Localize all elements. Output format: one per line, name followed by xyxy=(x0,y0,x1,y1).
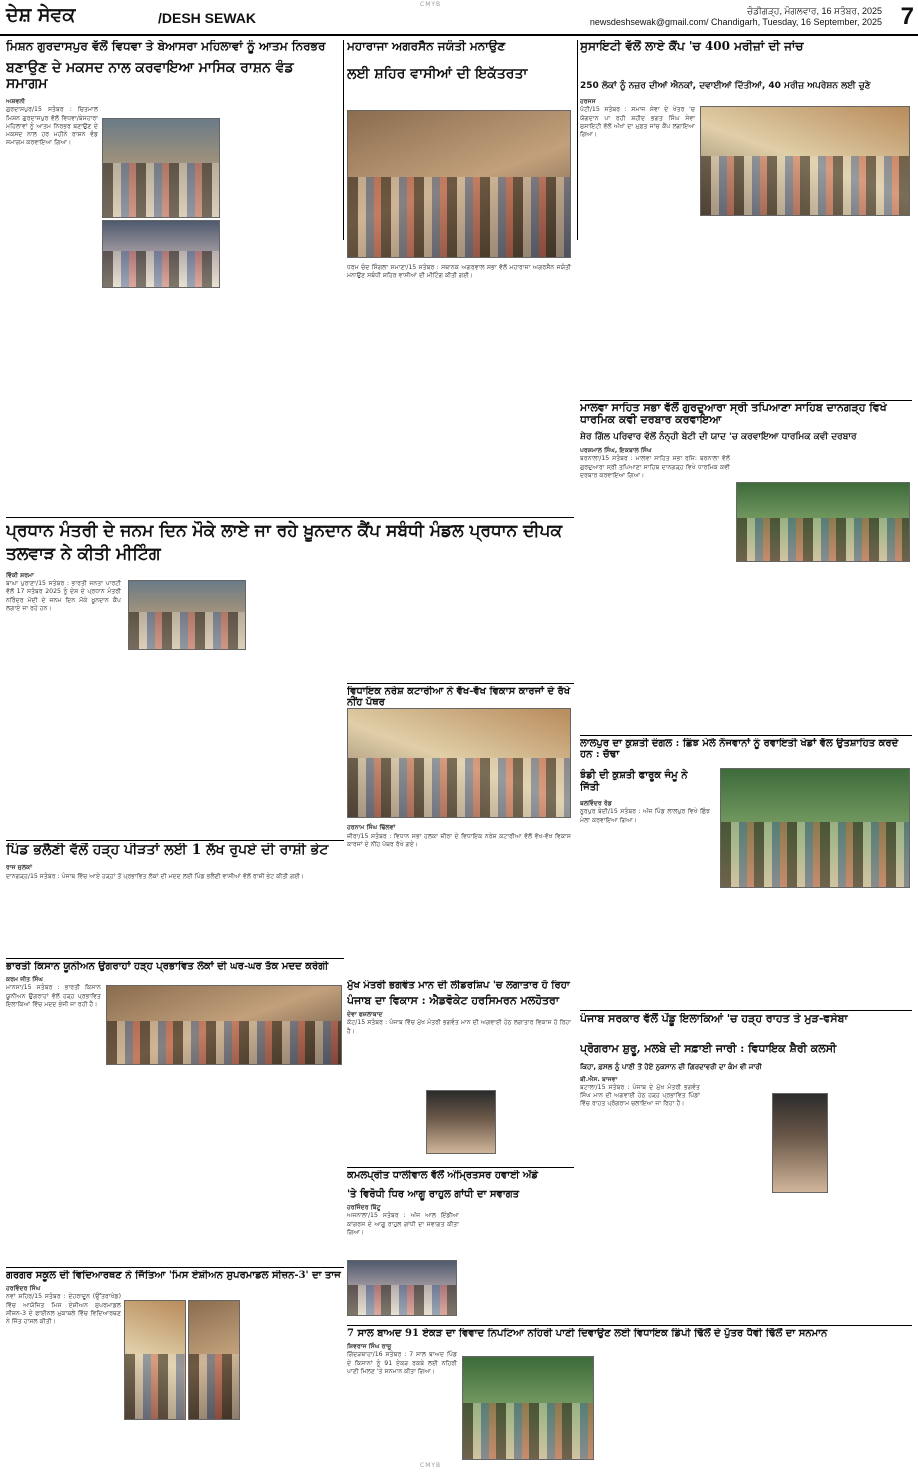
headline-2: ਲਈ ਸ਼ਹਿਰ ਵਾਸੀਆਂ ਦੀ ਇਕੱਤਰਤਾ xyxy=(347,66,528,83)
byline: ਸ਼ਿਵਰਾਜ ਸਿੰਘ ਰਾਜੂ xyxy=(347,1343,392,1350)
row-divider xyxy=(347,1167,574,1168)
photo xyxy=(188,1300,240,1420)
article-body: ਗਿੱਦੜਬਾਹਾ/16 ਸਤੰਬਰ : 7 ਸਾਲ ਬਾਅਦ ਪਿੰਡ ਦੇ ਕਿਸਾਨਾਂ ਨੂੰ 91 ਏਕੜ ਰਕਬੇ ਲਈ ਨਹਿਰੀ ਪਾਣੀ ਮਿਲਣ 'ਤੇ ਸਨਮਾਨ ਕੀਤਾ ਗਿਆ। xyxy=(347,1351,457,1375)
article-mla-katariya xyxy=(347,686,574,976)
article-kushti-dangal xyxy=(580,738,912,1018)
headline-2: ਪੰਜਾਬ ਦਾ ਵਿਕਾਸ : ਐਡਵੋਕੇਟ ਹਰਸਿਮਰਨ ਮਲਹੋਤਰਾ xyxy=(347,994,559,1007)
article-91-acre-dispute xyxy=(347,1328,912,1463)
byline: ਦੇਵਾ ਫਜ਼ਲਾਬਾਦ xyxy=(347,1011,383,1019)
byline: ਹਰਜਸ xyxy=(580,97,596,105)
article-agrasen-jayanti xyxy=(347,40,574,380)
headline: ਕਮਲਪ੍ਰੀਤ ਧਾਲੀਵਾਲ ਵੱਲੋਂ ਅੰਮ੍ਰਿਤਸਰ ਹਵਾਈ ਅੱਡੇ xyxy=(347,1170,538,1181)
photo xyxy=(720,768,910,888)
headline-2: 'ਤੇ ਵਿਰੋਧੀ ਧਿਰ ਆਗੂ ਰਾਹੁਲ ਗਾਂਧੀ ਦਾ ਸਵਾਗਤ xyxy=(347,1189,520,1200)
byline: ਕਰਮ ਜੀਤ ਸਿੰਘ xyxy=(6,976,44,983)
photo xyxy=(106,985,342,1065)
column-divider xyxy=(343,40,344,240)
subheadline: 250 ਲੋਕਾਂ ਨੂੰ ਨਜ਼ਰ ਦੀਆਂ ਐਨਕਾਂ, ਦਵਾਈਆਂ ਦਿੱਤੀਆਂ, 40 ਮਰੀਜ਼ ਅਪਰੇਸ਼ਨ ਲਈ ਚੁਣੇ xyxy=(580,81,871,92)
article-bhalaini-donation xyxy=(6,843,344,953)
headline: ਪਿੰਡ ਭਲੈਣੀ ਵੱਲੋਂ ਹੜ੍ਹ ਪੀੜਤਾਂ ਲਈ 1 ਲੱਖ ਰੁਪਏ ਦੀ ਰਾਸ਼ੀ ਭੇਟ xyxy=(6,843,329,858)
row-divider xyxy=(6,517,574,518)
article-body: ਗੁਰਦਾਸਪੁਰ/15 ਸਤੰਬਰ : ਚਿਤਮਾਲ ਮਿਸ਼ਨ ਗੁਰਦਾਸਪੁਰ ਵੱਲੋਂ ਵਿਧਵਾ/ਬੇਸਹਾਰਾ ਮਹਿਲਾਵਾਂ ਨੂੰ ਆਤਮ ਨਿਰਭਰ ਬਣਾਉਣ ਦੇ ਮਕਸਦ ਨਾਲ ਹਰ ਮਹੀਨੇ ਰਾਸ਼ਨ ਵੰਡ ਸਮਾਗਮ ਕਰਵਾਇਆ ਗਿਆ। xyxy=(6,106,98,147)
photo xyxy=(347,110,571,258)
article-body: ਜ਼ੀਰਾ/15 ਸਤੰਬਰ : ਵਿਧਾਨ ਸਭਾ ਹਲਕਾ ਜ਼ੀਰਾ ਦੇ ਵਿਧਾਇਕ ਨਰੇਸ਼ ਕਟਾਰੀਆ ਵੱਲੋਂ ਵੱਖ-ਵੱਖ ਵਿਕਾਸ ਕਾਰਜਾਂ ਦੇ ਨੀਂਹ ਪੱਥਰ ਰੱਖੇ ਗਏ। xyxy=(347,833,571,849)
page-number: 7 xyxy=(900,3,914,30)
article-kavi-darbar xyxy=(580,402,912,640)
photo xyxy=(736,482,910,562)
headline: ਪੰਜਾਬ ਸਰਕਾਰ ਵੱਲੋਂ ਪੇਂਡੂ ਇਲਾਕਿਆਂ 'ਚ ਹੜ੍ਹ ਰਾਹਤ ਤੇ ਮੁੜ-ਵਸੇਬਾ xyxy=(580,1013,848,1025)
column-divider xyxy=(577,40,578,240)
headline: ਗਰਗਰ ਸਕੂਲ ਦੀ ਵਿਦਿਆਰਥਣ ਨੇ ਜਿੱਤਿਆ 'ਮਿਸ ਏਸ਼ੀਅਨ ਸੁਪਰਮਾਡਲ ਸੀਜ਼ਨ-3' ਦਾ ਤਾਜ xyxy=(6,1270,341,1281)
byline: ਪਰਸ਼ਮਾਲ ਸਿੰਘ, ਇਕਬਾਲ ਸਿੰਘ xyxy=(580,446,652,454)
headline: ਮਾਲਵਾ ਸਾਹਿਤ ਸਭਾ ਵੱਲੋਂ ਗੁਰਦੁਆਰਾ ਸ੍ਰੀ ਤਪਿਆਣਾ ਸਾਹਿਬ ਦਾਨਗੜ੍ਹ ਵਿਖੇ ਧਾਰਮਿਕ ਕਵੀ ਦਰਬਾਰ ਕਰਵਾਇਆ xyxy=(580,402,887,427)
row-divider xyxy=(580,1010,912,1011)
article-body: ਨੂਰਪੁਰ ਬੇਦੀ/15 ਸਤੰਬਰ : ਅੱਜ ਪਿੰਡ ਲਾਲਪੁਰ ਵਿਖੇ ਛਿੰਝ ਮੇਲਾ ਕਰਵਾਇਆ ਗਿਆ। xyxy=(580,808,710,824)
headline-2: ਬਣਾਉਣ ਦੇ ਮਕਸਦ ਨਾਲ ਕਰਵਾਇਆ ਮਾਸਿਕ ਰਾਸ਼ਨ ਵੰਡ ਸਮਾਗਮ xyxy=(6,60,294,92)
logo-english: /DESH SEWAK xyxy=(158,10,257,26)
article-body: ਬਰਨਾਲਾ/15 ਸਤੰਬਰ : ਮਾਲਵਾ ਸਾਹਿਤ ਸਭਾ ਰਜਿ: ਬਰਨਾਲਾ ਵੱਲੋਂ ਗੁਰਦੁਆਰਾ ਸ੍ਰੀ ਤਪਿਆਣਾ ਸਾਹਿਬ ਦਾਨਗੜ੍ਹ ਵਿਖੇ ਧਾਰਮਿਕ ਕਵੀ ਦਰਬਾਰ ਕਰਵਾਇਆ ਗਿਆ। xyxy=(580,455,730,479)
photo xyxy=(347,1260,457,1316)
row-divider xyxy=(347,683,574,684)
photo xyxy=(102,118,220,218)
article-body: ਦਾਨਗੜ੍ਹ/15 ਸਤੰਬਰ : ਪੰਜਾਬ ਵਿੱਚ ਆਏ ਹੜ੍ਹਾਂ ਤੋਂ ਪ੍ਰਭਾਵਿਤ ਲੋਕਾਂ ਦੀ ਮਦਦ ਲਈ ਪਿੰਡ ਭਲੈਣੀ ਵਾਸੀਆਂ ਵੱਲੋਂ ਰਾਸ਼ੀ ਭੇਟ ਕੀਤੀ ਗਈ। xyxy=(6,872,305,880)
article-body: ਬਾਘਾ ਪੁਰਾਣਾ/15 ਸਤੰਬਰ : ਭਾਰਤੀ ਜਨਤਾ ਪਾਰਟੀ ਵੱਲੋਂ 17 ਸਤੰਬਰ 2025 ਨੂੰ ਦੇਸ਼ ਦੇ ਪ੍ਰਧਾਨ ਮੰਤਰੀ ਨਰਿੰਦਰ ਮੋਦੀ ਦੇ ਜਨਮ ਦਿਨ ਮੌਕੇ ਖ਼ੂਨਦਾਨ ਕੈਂਪ ਲਗਾਏ ਜਾ ਰਹੇ ਹਨ। xyxy=(6,580,121,613)
row-divider xyxy=(347,1325,912,1326)
article-body: ਕੋਟ/15 ਸਤੰਬਰ : ਪੰਜਾਬ ਵਿੱਚ ਮੁੱਖ ਮੰਤਰੀ ਭਗਵੰਤ ਮਾਨ ਦੀ ਅਗਵਾਈ ਹੇਠ ਲਗਾਤਾਰ ਵਿਕਾਸ ਹੋ ਰਿਹਾ ਹੈ। xyxy=(347,1019,571,1035)
logo-punjabi: ਦੇਸ਼ ਸੇਵਕ xyxy=(6,4,76,26)
article-bku-ugrahan xyxy=(6,961,344,1261)
masthead xyxy=(0,0,918,36)
photo xyxy=(102,220,220,288)
headline: ਵਿਧਾਇਕ ਨਰੇਸ਼ ਕਟਾਰੀਆ ਨੇ ਵੱਖ-ਵੱਖ ਵਿਕਾਸ ਕਾਰਜਾਂ ਦੇ ਰੱਖੇ ਨੀਂਹ ਪੱਥਰ xyxy=(347,686,571,708)
headline: ਮੁੱਖ ਮੰਤਰੀ ਭਗਵੰਤ ਮਾਨ ਦੀ ਲੀਡਰਸ਼ਿਪ 'ਚ ਲਗਾਤਾਰ ਹੋ ਰਿਹਾ xyxy=(347,980,570,991)
row-divider xyxy=(6,840,344,841)
article-body: ਪੱਟੀ/15 ਸਤੰਬਰ : ਸਮਾਜ ਸੇਵਾ ਦੇ ਖੇਤਰ 'ਚ ਯੋਗਦਾਨ ਪਾ ਰਹੀ ਸ਼ਹੀਦ ਭਗਤ ਸਿੰਘ ਸੇਵਾ ਸੁਸਾਇਟੀ ਵੱਲੋਂ ਅੱਖਾਂ ਦਾ ਮੁਫ਼ਤ ਜਾਂਚ ਕੈਂਪ ਲਗਾਇਆ ਗਿਆ। xyxy=(580,106,695,139)
byline: ਹਰਵਿੰਦਰ ਸਿੰਘ xyxy=(6,1285,41,1292)
article-body: ਧਰਮ ਚੰਦ ਸਿੰਗਲਾ ਸਮਾਣਾ/15 ਸਤੰਬਰ : ਸਥਾਨਕ ਅਗਰਵਾਲ ਸਭਾ ਵੱਲੋਂ ਮਹਾਰਾਜਾ ਅਗਰਸੈਨ ਜਯੰਤੀ ਮਨਾਉਣ ਸਬੰਧੀ ਸ਼ਹਿਰ ਵਾਸੀਆਂ ਦੀ ਮੀਟਿੰਗ ਕੀਤੀ ਗਈ। xyxy=(347,264,571,280)
row-divider xyxy=(6,958,344,959)
article-body: ਮਾਨਸਾ/15 ਸਤੰਬਰ : ਭਾਰਤੀ ਕਿਸਾਨ ਯੂਨੀਅਨ ਉਗਰਾਹਾਂ ਵੱਲੋਂ ਹੜ੍ਹ ਪ੍ਰਭਾਵਿਤ ਇਲਾਕਿਆਂ ਵਿੱਚ ਮਦਦ ਭੇਜੀ ਜਾ ਰਹੀ ਹੈ। xyxy=(6,984,101,1008)
article-rahul-gandhi-welcome xyxy=(347,1170,574,1320)
byline: ਹਰਨਾਮ ਸਿੰਘ ਢਿੱਲਵਾਂ xyxy=(347,824,396,831)
headline: 7 ਸਾਲ ਬਾਅਦ 91 ਏਕੜ ਦਾ ਵਿਵਾਦ ਨਿਪਟਿਆ ਨਹਿਰੀ ਪਾਣੀ ਦਿਵਾਉਣ ਲਈ ਵਿਧਾਇਕ ਡਿੰਪੀ ਢਿੱਲੋਂ ਦੇ ਪੁੱਤਰ ਧੈਵੀ ਢਿੱਲੋਂ ਦਾ ਸਨਮਾਨ xyxy=(347,1328,828,1339)
article-cm-development xyxy=(347,980,574,1080)
byline: ਵਿੱਕੀ ਸ਼ਰਮਾ xyxy=(6,571,34,579)
portrait-photo xyxy=(772,1093,828,1193)
article-miss-asian-supermodel xyxy=(6,1270,344,1460)
headline-2: ਪ੍ਰੋਗਰਾਮ ਸ਼ੁਰੂ, ਮਲਬੇ ਦੀ ਸਫ਼ਾਈ ਜਾਰੀ : ਵਿਧਾਇਕ ਸ਼ੈਰੀ ਕਲਸੀ xyxy=(580,1042,837,1056)
date-punjabi: ਚੰਡੀਗੜ੍ਹ, ਮੰਗਲਵਾਰ, 16 ਸਤੰਬਰ, 2025 xyxy=(747,6,882,16)
masthead-dateline xyxy=(590,6,882,28)
article-blood-donation-meeting xyxy=(6,520,574,675)
headline: ਭਾਰਤੀ ਕਿਸਾਨ ਯੂਨੀਅਨ ਉਗਰਾਹਾਂ ਹੜ੍ਹ ਪ੍ਰਭਾਵਿਤ ਲੋਕਾਂ ਦੀ ਘਰ-ਘਰ ਤੱਕ ਮਦਦ ਕਰੇਗੀ xyxy=(6,961,329,972)
row-divider xyxy=(580,400,912,401)
byline: ਬੀ.ਐਸ. ਬਾਜਵਾ xyxy=(580,1075,618,1083)
headline: ਲਾਲਪੁਰ ਦਾ ਕੁਸ਼ਤੀ ਦੰਗਲ : ਛਿੰਝ ਮੇਲੇ ਨੌਜਵਾਨਾਂ ਨੂੰ ਰਵਾਇਤੀ ਖੇਡਾਂ ਵੱਲ ਉਤਸ਼ਾਹਿਤ ਕਰਦੇ ਹਨ : ਚੱਢਾ xyxy=(580,738,899,760)
byline: ਬਲਵਿੰਦਰ ਰੋਡ xyxy=(580,800,612,807)
portrait-photo xyxy=(426,1090,496,1154)
photo xyxy=(700,106,910,216)
headline: ਮਿਸ਼ਨ ਗੁਰਦਾਸਪੁਰ ਵੱਲੋਂ ਵਿਧਵਾ ਤੇ ਬੇਆਸਰਾ ਮਹਿਲਾਵਾਂ ਨੂੰ ਆਤਮ ਨਿਰਭਰ xyxy=(6,40,326,53)
article-body: ਬਟਾਲਾ/15 ਸਤੰਬਰ : ਪੰਜਾਬ ਦੇ ਮੁੱਖ ਮੰਤਰੀ ਭਗਵੰਤ ਸਿੰਘ ਮਾਨ ਦੀ ਅਗਵਾਈ ਹੇਠ ਹੜ੍ਹ ਪ੍ਰਭਾਵਿਤ ਪਿੰਡਾਂ ਵਿੱਚ ਰਾਹਤ ਪ੍ਰੋਗਰਾਮ ਚਲਾਇਆ ਜਾ ਰਿਹਾ ਹੈ। xyxy=(580,1083,700,1108)
photo xyxy=(347,708,571,818)
row-divider xyxy=(580,735,912,736)
row-divider xyxy=(6,1267,344,1268)
headline: ਸੁਸਾਇਟੀ ਵੱਲੋਂ ਲਾਏ ਕੈਂਪ 'ਚ 400 ਮਰੀਜ਼ਾਂ ਦੀ ਜਾਂਚ xyxy=(580,40,804,53)
headline: ਮਹਾਰਾਜਾ ਅਗਰਸੈਨ ਜਯੰਤੀ ਮਨਾਉਣ xyxy=(347,40,506,53)
email-place-date: newsdeshsewak@gmail.com/ Chandigarh, Tuesday, 16 September, 2025 xyxy=(589,17,882,27)
article-mission-gurdaspur xyxy=(6,40,339,510)
color-registration: CMYB xyxy=(420,1,442,8)
byline: ਅਸ਼ਵਨੀ xyxy=(6,97,26,105)
subheadline: ਕਿਹਾ, ਫ਼ਸਲ ਨੂੰ ਪਾਣੀ ਤੋਂ ਹੋਏ ਨੁਕਸਾਨ ਦੀ ਗਿਰਦਾਵਰੀ ਦਾ ਕੰਮ ਵੀ ਜਾਰੀ xyxy=(580,1063,762,1072)
article-society-camp xyxy=(580,40,912,370)
byline: ਹਰਜਿੰਦਰ ਬਿੱਟੂ xyxy=(347,1204,381,1211)
subheadline: ਝੰਡੀ ਦੀ ਕੁਸ਼ਤੀ ਫਾਰੂਕ ਜੰਮੂ ਨੇ ਜਿੱਤੀ xyxy=(580,770,688,793)
photo xyxy=(128,580,246,650)
article-flood-relief xyxy=(580,1013,912,1228)
article-body: ਅਜਨਾਲਾ/15 ਸਤੰਬਰ : ਅੱਜ ਆਲ ਇੰਡੀਆ ਕਾਂਗਰਸ ਦੇ ਆਗੂ ਰਾਹੁਲ ਗਾਂਧੀ ਦਾ ਸਵਾਗਤ ਕੀਤਾ ਗਿਆ। xyxy=(347,1212,459,1236)
article-body: ਨਵਾਂ ਸ਼ਹਿਰ/15 ਸਤੰਬਰ : ਦੇਹਰਾਦੂਨ (ਉੱਤਰਾਖੰਡ) ਵਿੱਚ ਆਯੋਜਿਤ ਮਿਸ ਏਸ਼ੀਅਨ ਸੁਪਰਮਾਡਲ ਸੀਜ਼ਨ-3 ਦੇ ਫਾਈਨਲ ਮੁਕਾਬਲੇ ਵਿੱਚ ਵਿਦਿਆਰਥਣ ਨੇ ਜਿੱਤ ਹਾਸਲ ਕੀਤੀ। xyxy=(6,1293,121,1326)
byline: ਰਾਜ ਜੁਲਕਾਂ xyxy=(6,864,32,872)
photo xyxy=(462,1356,594,1460)
headline: ਪ੍ਰਧਾਨ ਮੰਤਰੀ ਦੇ ਜਨਮ ਦਿਨ ਮੌਕੇ ਲਾਏ ਜਾ ਰਹੇ ਖ਼ੂਨਦਾਨ ਕੈਂਪ ਸਬੰਧੀ ਮੰਡਲ ਪ੍ਰਧਾਨ ਦੀਪਕ ਤਲਵਾੜ ਨੇ ਕੀਤੀ ਮੀਟਿੰਗ xyxy=(6,521,563,564)
photo xyxy=(124,1300,186,1420)
color-registration-footer: CMYB xyxy=(420,1462,442,1469)
subheadline: ਸ਼ੇਰ ਗਿੱਲ ਪਰਿਵਾਰ ਵੱਲੋਂ ਨੰਨ੍ਹੀ ਬੇਟੀ ਦੀ ਯਾਦ 'ਚ ਕਰਵਾਇਆ ਧਾਰਮਿਕ ਕਵੀ ਦਰਬਾਰ xyxy=(580,432,857,443)
